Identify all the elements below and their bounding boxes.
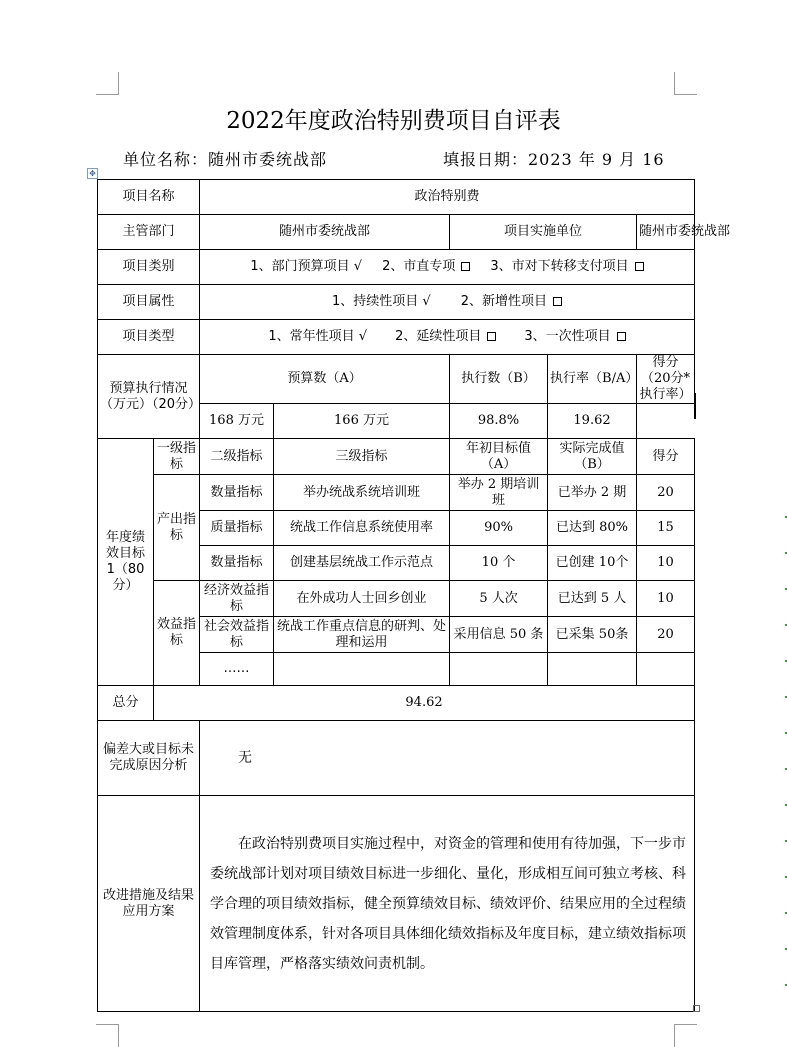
type-option-2: 2、延续性项目: [395, 329, 496, 345]
page-corner-top-left: [96, 72, 119, 95]
attribute-option-1: 1、持续性项目 √: [332, 294, 431, 309]
category-option-1: 1、部门预算项目 √: [250, 259, 363, 274]
perf-target: 10 个: [450, 546, 548, 581]
type-label: 项目类型: [98, 320, 200, 355]
evaluation-table: [97, 179, 731, 1012]
improve-text-cell: [200, 796, 695, 1012]
perf-score: 15: [637, 511, 695, 546]
attribute-label: 项目属性: [98, 285, 200, 320]
deviation-label: 偏差大或目标未完成原因分析: [98, 721, 200, 796]
perf-label: 年度绩效目标 1（80分）: [98, 439, 154, 686]
perf-lvl2: 数量指标: [200, 546, 274, 581]
perf-lvl2: 质量指标: [200, 511, 274, 546]
category-option-2: 2、市直专项: [382, 259, 470, 275]
perf-header-lvl2: 二级指标: [200, 439, 274, 475]
perf-lvl3: 举办统战系统培训班: [274, 475, 450, 511]
table-row: [98, 581, 695, 617]
attribute-options: [200, 285, 695, 320]
perf-lvl3: 在外成功人士回乡创业: [274, 581, 450, 617]
perf-actual: 已举办 2 期: [548, 475, 637, 511]
table-resize-handle[interactable]: [693, 1005, 700, 1012]
project-name-label: 项目名称: [98, 180, 200, 215]
perf-lvl2: 社会效益指标: [200, 617, 274, 653]
perf-lvl2: 经济效益指标: [200, 581, 274, 617]
total-label: 总分: [98, 686, 154, 721]
improve-label: 改进措施及结果应用方案: [98, 796, 200, 1012]
perf-score: 10: [637, 546, 695, 581]
perf-target: 采用信息 50 条: [450, 617, 548, 653]
checkbox-icon: [487, 332, 496, 341]
row-category: [98, 250, 695, 285]
table-move-handle-icon[interactable]: ✥: [87, 168, 98, 179]
perf-lvl2: 数量指标: [200, 475, 274, 511]
budget-value-b: 166 万元: [274, 404, 450, 439]
table-row: [98, 475, 695, 511]
improve-text: 在政治特别费项目实施过程中，对资金的管理和使用有待加强，下一步市委统战部计划对项目绩效目标进一步细化、量化，形成相互间可独立考核、科学合理的项目绩效指标，健全预算绩效目标、绩效评价、结果应用的全过程绩效管理制度体系，针对各项目具体细化绩效指标及年度目标，建立绩效指标项目库管理，严格落实绩效问责机制。: [210, 835, 687, 972]
page-corner-bottom-left: [96, 1024, 119, 1047]
text-cursor: [694, 393, 696, 419]
perf-score: 10: [637, 581, 695, 617]
budget-value-a: 168 万元: [200, 404, 274, 439]
perf-actual: 已采集 50条: [548, 617, 637, 653]
deviation-value: 无: [200, 721, 695, 796]
page-corner-bottom-right: [674, 1024, 697, 1047]
impl-unit-label: 项目实施单位: [450, 215, 637, 250]
budget-col-rate: 执行率（B/A）: [548, 355, 637, 404]
row-total: [98, 686, 695, 721]
perf-header-score: 得分: [637, 439, 695, 475]
perf-header-actual: 实际完成值（B）: [548, 439, 637, 475]
checkbox-icon: [635, 262, 644, 271]
type-option-1: 1、常年性项目 √: [268, 329, 368, 344]
perf-target: 5 人次: [450, 581, 548, 617]
total-value: 94.62: [154, 686, 695, 721]
row-deviation: [98, 721, 695, 796]
perf-target: 90%: [450, 511, 548, 546]
perf-lvl3: 统战工作信息系统使用率: [274, 511, 450, 546]
row-dept: [98, 215, 695, 250]
row-budget-header: [98, 355, 695, 404]
attribute-option-2: 2、新增性项目: [461, 294, 562, 310]
budget-value-score: 19.62: [548, 404, 637, 439]
document-title: 2022年度政治特别费项目自评表: [226, 108, 561, 134]
perf-lvl3: 创建基层统战工作示范点: [274, 546, 450, 581]
perf-score: 20: [637, 617, 695, 653]
category-options: [200, 250, 695, 285]
report-date: 填报日期：2023 年 9 月 16: [443, 150, 665, 169]
perf-target: 举办 2 期培训班: [450, 475, 548, 511]
impl-unit-value: 随州市委统战部: [637, 215, 695, 250]
perf-actual: 已达到 80%: [548, 511, 637, 546]
dept-value: 随州市委统战部: [200, 215, 450, 250]
category-label: 项目类别: [98, 250, 200, 285]
category-option-3: 3、市对下转移支付项目: [490, 259, 643, 275]
row-project-name: [98, 180, 695, 215]
budget-col-score: 得分（20分*执行率）: [637, 355, 695, 404]
budget-label: 预算执行情况（万元）（20分）: [98, 355, 200, 439]
type-option-3: 3、一次性项目: [524, 329, 625, 345]
output-indicator-label: 产出指标: [154, 475, 200, 581]
perf-actual: 已创建 10个: [548, 546, 637, 581]
unit-name: 单位名称：随州市委统战部: [123, 150, 328, 169]
row-type: [98, 320, 695, 355]
budget-col-b: 执行数（B）: [450, 355, 548, 404]
perf-header-lvl1: 一级指标: [154, 439, 200, 475]
benefit-indicator-label: 效益指标: [154, 581, 200, 686]
perf-ellipsis: ……: [200, 653, 274, 686]
row-perf-header: [98, 439, 695, 475]
row-improve: [98, 796, 695, 1012]
budget-col-a: 预算数（A）: [200, 355, 450, 404]
row-attribute: [98, 285, 695, 320]
perf-score: 20: [637, 475, 695, 511]
perf-header-target: 年初目标值（A）: [450, 439, 548, 475]
perf-actual: 已达到 5 人: [548, 581, 637, 617]
page-corner-top-right: [674, 72, 697, 95]
perf-header-lvl3: 三级指标: [274, 439, 450, 475]
checkbox-icon: [617, 332, 626, 341]
budget-value-rate: 98.8%: [450, 404, 548, 439]
type-options: [200, 320, 695, 355]
checkbox-icon: [461, 262, 470, 271]
dept-label: 主管部门: [98, 215, 200, 250]
perf-lvl3: 统战工作重点信息的研判、处理和运用: [274, 617, 450, 653]
project-name-value: 政治特别费: [200, 180, 695, 215]
checkbox-icon: [553, 297, 562, 306]
